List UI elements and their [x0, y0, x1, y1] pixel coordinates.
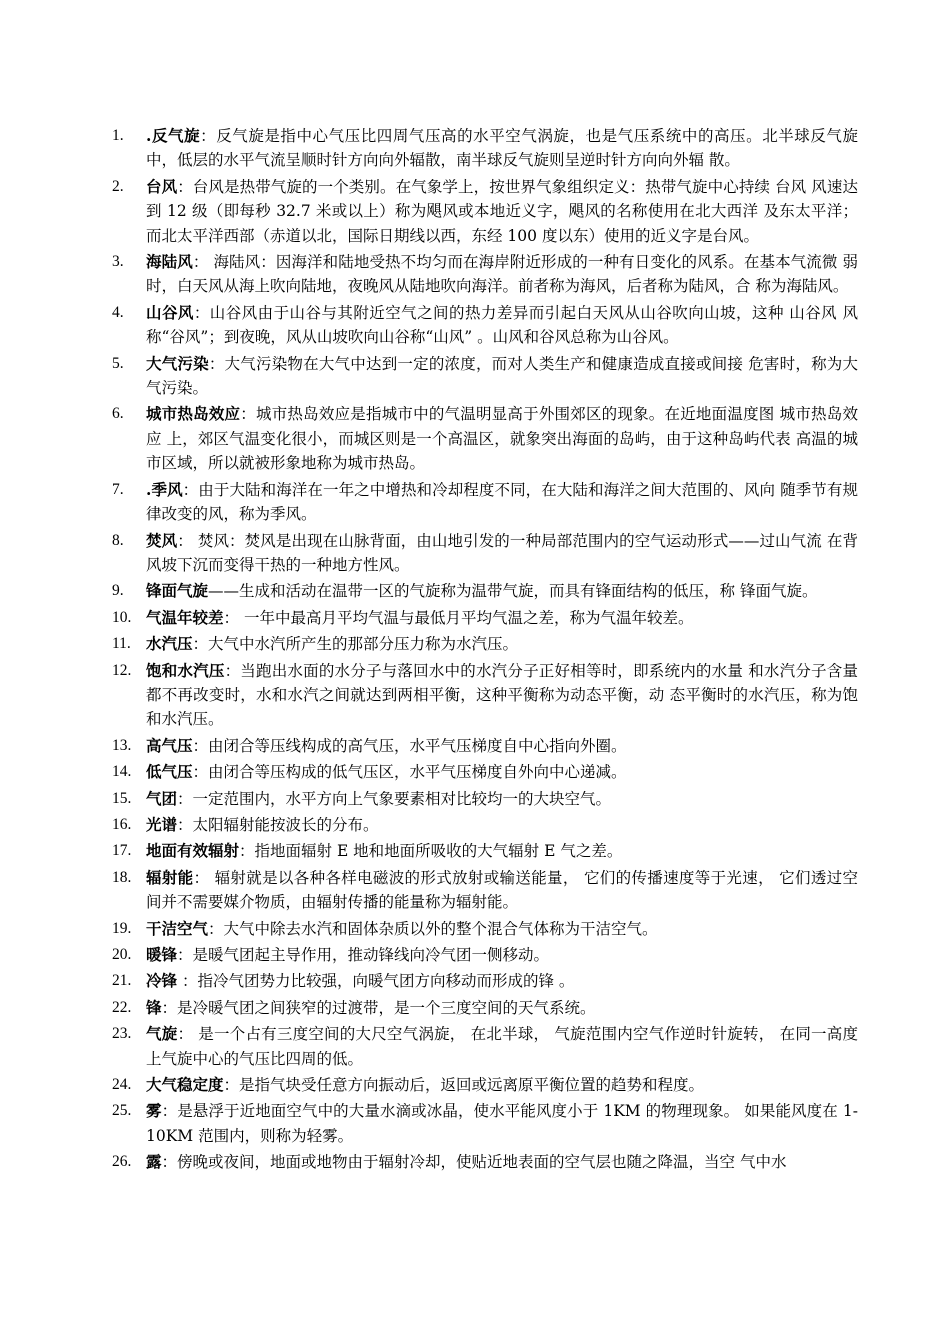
- item-definition: ：城市热岛效应是指城市中的气温明显高于外围郊区的现象。在近地面温度图 城市热岛效应 上，郊区气温变化很小，而城区则是一个高温区，就象突出海面的岛屿，由于这种岛屿代表 高温的城市区域，所以就被形象地称为城市热岛。: [146, 405, 858, 473]
- item-number: 21.: [112, 972, 132, 990]
- glossary-item: [112, 787, 858, 811]
- item-definition: ——生成和活动在温带一区的气旋称为温带气旋，而具有锋面结构的低压，称 锋面气旋。: [208, 582, 818, 601]
- item-term: 雾: [146, 1101, 162, 1121]
- item-number: 12.: [112, 661, 132, 679]
- item-term: 城市热岛效应: [146, 404, 241, 424]
- glossary-item: [112, 1022, 858, 1071]
- glossary-item: [112, 839, 858, 863]
- glossary-item: [112, 734, 858, 758]
- item-number: 15.: [112, 789, 132, 807]
- item-number: 19.: [112, 919, 132, 937]
- glossary-item: [112, 529, 858, 578]
- item-number: 3.: [112, 253, 124, 271]
- glossary-list: [112, 124, 858, 1175]
- item-number: 5.: [112, 354, 124, 372]
- item-definition: ：大气污染物在大气中达到一定的浓度，而对人类生产和健康造成直接或间接 危害时，称为大气污染。: [146, 354, 858, 398]
- item-number: 6.: [112, 405, 124, 423]
- item-term: 冷锋: [146, 971, 178, 991]
- glossary-item: [112, 760, 858, 784]
- glossary-item: [112, 813, 858, 837]
- glossary-item: [112, 659, 858, 732]
- item-number: 4.: [112, 303, 124, 321]
- item-term: 大气稳定度: [146, 1075, 224, 1095]
- glossary-item: [112, 1099, 858, 1148]
- item-definition: ： 辐射就是以各种各样电磁波的形式放射或输送能量， 它们的传播速度等于光速， 它们透过空间并不需要媒介物质，由辐射传播的能量称为辐射能。: [146, 868, 858, 912]
- glossary-item: [112, 352, 858, 401]
- item-number: 7.: [112, 480, 124, 498]
- glossary-item: [112, 478, 858, 527]
- item-number: 26.: [112, 1153, 132, 1171]
- item-term: 饱和水汽压: [146, 660, 225, 680]
- item-term: 气团: [146, 788, 178, 808]
- item-number: 10.: [112, 608, 132, 626]
- glossary-item: [112, 632, 858, 656]
- glossary-item: [112, 402, 858, 475]
- glossary-item: [112, 250, 858, 299]
- glossary-item: [112, 175, 858, 248]
- item-term: 锋: [146, 997, 162, 1017]
- item-number: 23.: [112, 1025, 132, 1043]
- item-definition: ：指地面辐射 E 地和地面所吸收的大气辐射 E 气之差。: [239, 842, 623, 861]
- glossary-item: [112, 579, 858, 603]
- item-term: 干洁空气: [146, 918, 209, 938]
- item-number: 8.: [112, 531, 124, 549]
- item-definition: ： 焚风：焚风是出现在山脉背面，由山地引发的一种局部范围内的空气运动形式——过山气流 在背风坡下沉而变得干热的一种地方性风。: [146, 531, 858, 574]
- item-definition: ： 海陆风：因海洋和陆地受热不均匀而在海岸附近形成的一种有日变化的风系。在基本气流微 弱时，白天风从海上吹向陆地，夜晚风从陆地吹向海洋。前者称为海风，后者称为陆风，合 称为海陆风。: [146, 253, 858, 296]
- item-number: 9.: [112, 582, 124, 600]
- glossary-item: [112, 124, 858, 173]
- item-term: 气旋: [146, 1024, 178, 1044]
- item-definition: ：台风是热带气旋的一个类别。在气象学上，按世界气象组织定义：热带气旋中心持续 台风 风速达到 12 级（即每秒 32.7 米或以上）称为飓风或本地近义字，飓风的名称使用在北大西洋 及东太平洋；而北太平洋西部（赤道以北，国际日期线以西，东经 100 度以东）使用的近义字是台风。: [146, 177, 858, 245]
- item-number: 11.: [112, 635, 131, 653]
- item-definition: ：是暖气团起主导作用，推动锋线向冷气团一侧移动。: [177, 946, 550, 964]
- item-definition: ：是悬浮于近地面空气中的大量水滴或冰晶，使水平能风度小于 1KM 的物理现象。 如果能风度在 1-10KM 范围内，则称为轻雾。: [146, 1102, 858, 1145]
- glossary-item: [112, 917, 858, 941]
- item-number: 16.: [112, 815, 132, 833]
- item-definition: ：太阳辐射能按波长的分布。: [177, 815, 379, 834]
- item-definition: ：由于大陆和海洋在一年之中增热和冷却程度不同，在大陆和海洋之间大范围的、风向 随季节有规律改变的风，称为季风。: [146, 480, 858, 524]
- item-definition: ：山谷风由于山谷与其附近空气之间的热力差异而引起白天风从山谷吹向山坡，这种 山谷风 风称“谷风”；到夜晚，风从山坡吹向山谷称“山风” 。山风和谷风总称为山谷风。: [146, 303, 858, 347]
- item-number: 13.: [112, 736, 132, 754]
- item-number: 25.: [112, 1102, 132, 1120]
- item-number: 24.: [112, 1076, 132, 1094]
- item-number: 17.: [112, 842, 132, 860]
- item-definition: ： 一年中最高月平均气温与最低月平均气温之差，称为气温年较差。: [223, 608, 694, 627]
- item-term: 台风: [146, 176, 178, 196]
- item-term: 暖锋: [146, 945, 178, 964]
- item-term: 焚风: [146, 530, 178, 550]
- item-term: 低气压: [146, 762, 193, 782]
- glossary-item: [112, 301, 858, 350]
- item-definition: ：反气旋是指中心气压比四周气压高的水平空气涡旋，也是气压系统中的高压。北半球反气旋中，低层的水平气流呈顺时针方向向外辐散，南半球反气旋则呈逆时针方向向外辐 散。: [146, 127, 858, 170]
- glossary-item: [112, 1150, 858, 1174]
- item-term: 高气压: [146, 735, 193, 755]
- item-term: 水汽压: [146, 634, 193, 654]
- item-definition: ：大气中除去水汽和固体杂质以外的整个混合气体称为干洁空气。: [208, 919, 658, 938]
- item-definition: ：是指气块受任意方向振动后，返回或远离原平衡位置的趋势和程度。: [223, 1076, 705, 1095]
- item-term: 辐射能: [146, 867, 194, 887]
- item-term: 地面有效辐射: [146, 841, 240, 861]
- item-term: 锋面气旋: [146, 581, 209, 601]
- item-number: 1.: [112, 127, 124, 144]
- item-term: 露: [146, 1152, 162, 1172]
- item-term: 光谱: [146, 814, 178, 834]
- item-number: 14.: [112, 763, 132, 781]
- item-number: 18.: [112, 868, 132, 886]
- glossary-item: [112, 1073, 858, 1097]
- item-term: .季风: [146, 479, 183, 499]
- item-definition: ：由闭合等压线构成的高气压，水平气压梯度自中心指向外圈。: [192, 736, 627, 755]
- item-definition: ：指冷气团势力比较强，向暖气团方向移动而形成的锋 。: [177, 972, 575, 991]
- item-number: 20.: [112, 946, 132, 963]
- glossary-item: [112, 969, 858, 993]
- glossary-item: [112, 996, 858, 1020]
- item-definition: ：一定范围内，水平方向上气象要素相对比较均一的大块空气。: [177, 789, 612, 808]
- glossary-item: [112, 866, 858, 915]
- glossary-item: [112, 943, 858, 967]
- item-term: 大气污染: [146, 353, 209, 373]
- item-definition: ：是冷暖气团之间狭窄的过渡带，是一个三度空间的天气系统。: [161, 998, 596, 1017]
- item-term: 海陆风: [146, 252, 193, 272]
- item-definition: ：大气中水汽所产生的那部分压力称为水汽压。: [192, 635, 519, 654]
- item-definition: ： 是一个占有三度空间的大尺空气涡旋， 在北半球， 气旋范围内空气作逆时针旋转， 在同一高度上气旋中心的气压比四周的低。: [146, 1025, 858, 1068]
- item-definition: ：当跑出水面的水分子与落回水中的水汽分子正好相等时，即系统内的水量 和水汽分子含量都不再改变时，水和水汽之间就达到两相平衡，这种平衡称为动态平衡，动 态平衡时的水汽压，称为饱和水汽压。: [146, 661, 858, 729]
- item-term: .反气旋: [146, 126, 201, 145]
- item-number: 2.: [112, 177, 124, 195]
- glossary-item: [112, 606, 858, 630]
- item-number: 22.: [112, 998, 132, 1016]
- item-term: 气温年较差: [146, 607, 224, 627]
- item-definition: ：由闭合等压构成的低气压区，水平气压梯度自外向中心递减。: [192, 763, 627, 782]
- item-definition: ：傍晚或夜间，地面或地物由于辐射冷却，使贴近地表面的空气层也随之降温，当空 气中水: [161, 1153, 787, 1172]
- item-term: 山谷风: [146, 302, 194, 322]
